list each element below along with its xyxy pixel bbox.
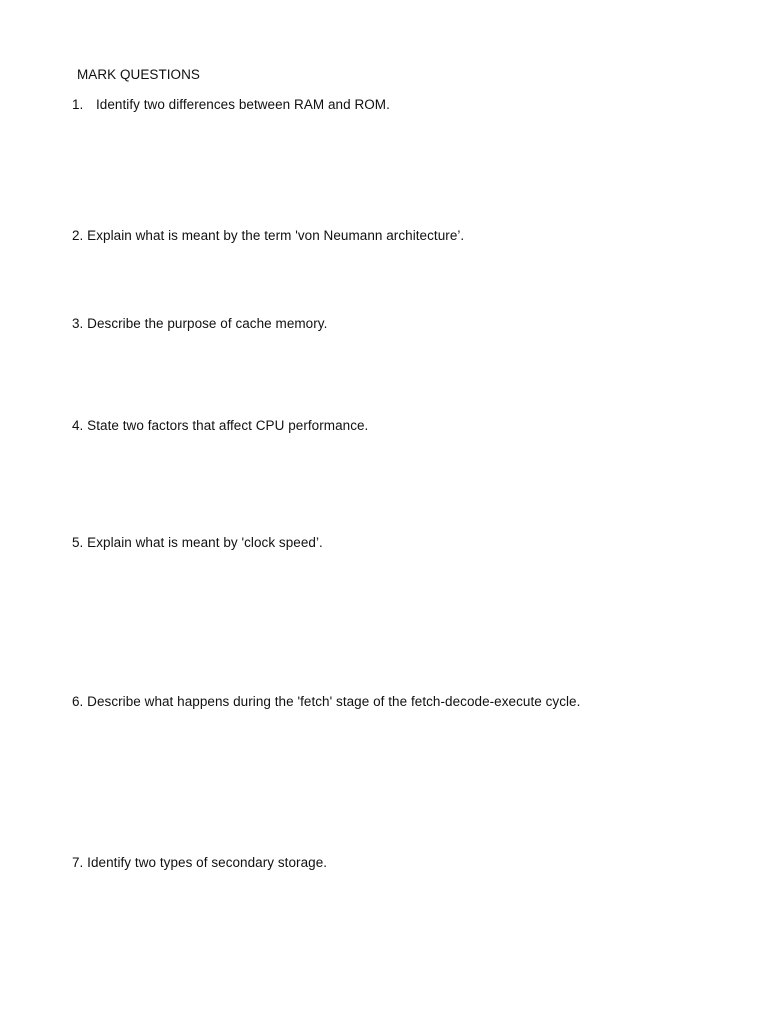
question-number: 2.: [72, 228, 84, 243]
question-7: [72, 855, 327, 871]
question-number: 1.: [72, 97, 84, 112]
question-text: Identify two differences between RAM and ROM.: [96, 97, 390, 112]
question-3: [72, 316, 327, 332]
question-number: 4.: [72, 418, 84, 433]
question-text: Explain what is meant by the term 'von Neumann architecture’.: [87, 228, 465, 243]
question-number: 6.: [72, 694, 84, 709]
question-4: [72, 418, 368, 434]
worksheet-heading: MARK QUESTIONS: [77, 67, 200, 82]
question-5: [72, 535, 323, 551]
question-6: [72, 694, 580, 710]
question-number: 5.: [72, 535, 84, 550]
question-text: State two factors that affect CPU performance.: [87, 418, 369, 433]
question-1: [72, 97, 390, 113]
question-text: Explain what is meant by 'clock speed’.: [87, 535, 323, 550]
question-number: 3.: [72, 316, 84, 331]
question-2: [72, 228, 464, 244]
question-text: Describe what happens during the 'fetch' stage of the fetch-decode-execute cycle.: [87, 694, 581, 709]
question-text: Identify two types of secondary storage.: [87, 855, 328, 870]
question-text: Describe the purpose of cache memory.: [87, 316, 328, 331]
question-number: 7.: [72, 855, 84, 870]
